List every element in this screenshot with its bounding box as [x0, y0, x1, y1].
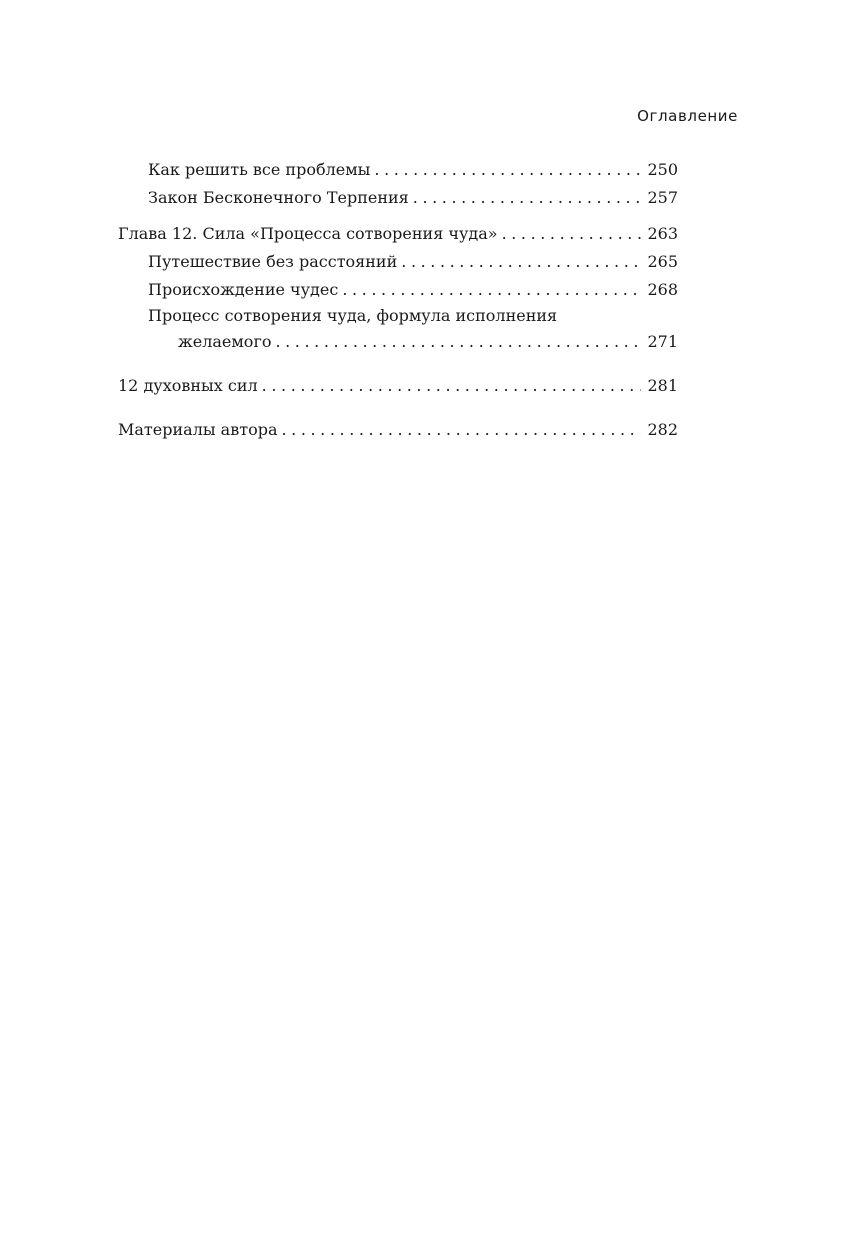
toc-leader-dots [281, 416, 641, 444]
toc-chapter-entry[interactable] [118, 220, 678, 248]
toc-leader-dots [502, 220, 642, 248]
toc-entry-first-line[interactable] [118, 304, 678, 328]
toc-entry-title: 12 духовных сил [118, 376, 258, 395]
running-head: Оглавление [637, 107, 738, 125]
toc-entry-page: 257 [647, 188, 678, 207]
toc-entry-page: 250 [647, 160, 678, 179]
toc-entry[interactable] [118, 276, 678, 304]
toc-entry-title-continuation: желаемого [178, 332, 272, 351]
toc-entry-page: 268 [647, 280, 678, 299]
toc-leader-dots [401, 248, 641, 276]
table-of-contents [118, 156, 678, 444]
toc-spacer [118, 212, 678, 220]
toc-leader-dots [413, 184, 642, 212]
toc-entry[interactable] [118, 156, 678, 184]
toc-leader-dots [275, 328, 641, 356]
toc-spacer [118, 400, 678, 416]
toc-leader-dots [262, 372, 642, 400]
toc-entry-continuation[interactable] [118, 328, 678, 356]
toc-entry-page: 282 [647, 420, 678, 439]
toc-entry-page: 281 [647, 376, 678, 395]
toc-entry-title: Путешествие без расстояний [148, 252, 398, 271]
toc-entry-title: Происхождение чудес [148, 280, 339, 299]
toc-entry-title: Процесс сотворения чуда, формула исполнения [148, 306, 558, 325]
toc-entry[interactable] [118, 248, 678, 276]
toc-entry-title: Закон Бесконечного Терпения [148, 188, 409, 207]
toc-entry[interactable] [118, 184, 678, 212]
toc-entry-title: Глава 12. Сила «Процесса сотворения чуда» [118, 224, 498, 243]
toc-entry-page: 263 [647, 224, 678, 243]
toc-leader-dots [342, 276, 641, 304]
toc-section-entry[interactable] [118, 416, 678, 444]
toc-leader-dots [374, 156, 641, 184]
toc-entry-page: 271 [647, 332, 678, 351]
toc-spacer [118, 356, 678, 372]
toc-section-entry[interactable] [118, 372, 678, 400]
toc-entry-title: Как решить все проблемы [148, 160, 371, 179]
toc-entry-page: 265 [647, 252, 678, 271]
toc-entry-title: Материалы автора [118, 420, 278, 439]
